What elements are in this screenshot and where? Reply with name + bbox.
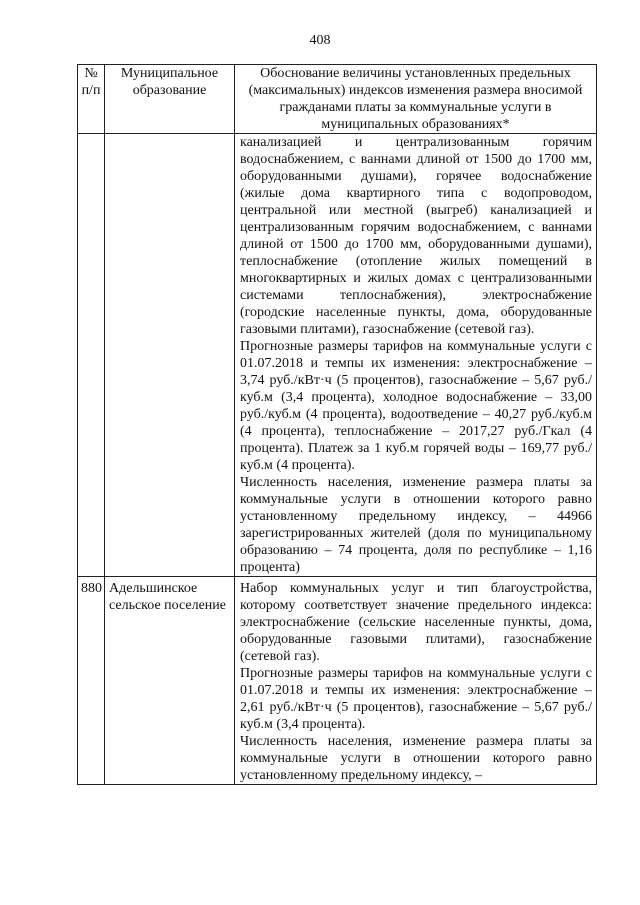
tariff-justification-table: [77, 64, 597, 785]
header-number: № п/п: [78, 65, 105, 134]
justification-paragraph: Прогнозные размеры тарифов на коммунальные услуги с 01.07.2018 и темпы их изменения: электроснабжение – 3,74 руб./кВт·ч (5 процентов), газоснабжение – 5,67 руб./куб.м (3,4 процента), холодное водоснабжение – 33,00 руб./куб.м (4 процента), водоотведение – 40,27 руб./куб.м (4 процента), теплоснабжение – 2017,27 руб./Гкал (4 процента). Платеж за 1 куб.м горячей воды – 169,77 руб./куб.м (4 процента).: [240, 339, 592, 473]
row-number: 880: [78, 577, 105, 785]
justification-paragraph: канализацией и централизованным горячим водоснабжением, с ваннами длиной от 1500 до 1700 мм, оборудованными душами), горячее водоснабжение (жилые дома квартирного типа с водопроводом, центральной или местной (выгреб) канализацией и централизованным горячим водоснабжением, с ваннами длиной от 1500 до 1700 мм, оборудованными душами), теплоснабжение (отопление жилых помещений в многоквартирных и жилых домах с централизованными системами теплоснабжения), электроснабжение (городские населенные пункты, дома, оборудованные газовыми плитами), газоснабжение (сетевой газ).: [240, 135, 592, 337]
table-row: [78, 134, 597, 577]
header-justification: Обоснование величины установленных предельных (максимальных) индексов изменения размера вносимой гражданами платы за коммунальные услуги в муниципальных образованиях*: [235, 65, 597, 134]
justification-paragraph: Прогнозные размеры тарифов на коммунальные услуги с 01.07.2018 и темпы их изменения: электроснабжение – 2,61 руб./кВт·ч (5 процентов), газоснабжение – 5,67 руб./куб.м (3,4 процента).: [240, 666, 592, 732]
header-municipality: Муниципальное образование: [105, 65, 235, 134]
row-justification: [235, 577, 597, 785]
row-justification: [235, 134, 597, 577]
justification-paragraph: Набор коммунальных услуг и тип благоустройства, которому соответствует значение предельного индекса: электроснабжение (сельские населенные пункты, дома, оборудованные газовыми плитами), газоснабжение (сетевой газ).: [240, 581, 592, 664]
row-municipality: [105, 134, 235, 577]
justification-paragraph: Численность населения, изменение размера платы за коммунальные услуги в отношении которого равно установленному предельному индексу, –: [240, 734, 592, 783]
page-number: 408: [309, 33, 331, 48]
row-number: [78, 134, 105, 577]
row-municipality: Адельшинское сельское поселение: [105, 577, 235, 785]
table-header-row: [78, 65, 597, 134]
table-row: [78, 577, 597, 785]
justification-paragraph: Численность населения, изменение размера платы за коммунальные услуги в отношении которого равно установленному предельному индексу, – 44966 зарегистрированных жителей (доля по муниципальному образованию – 74 процента, доля по республике – 1,16 процента): [240, 475, 592, 575]
